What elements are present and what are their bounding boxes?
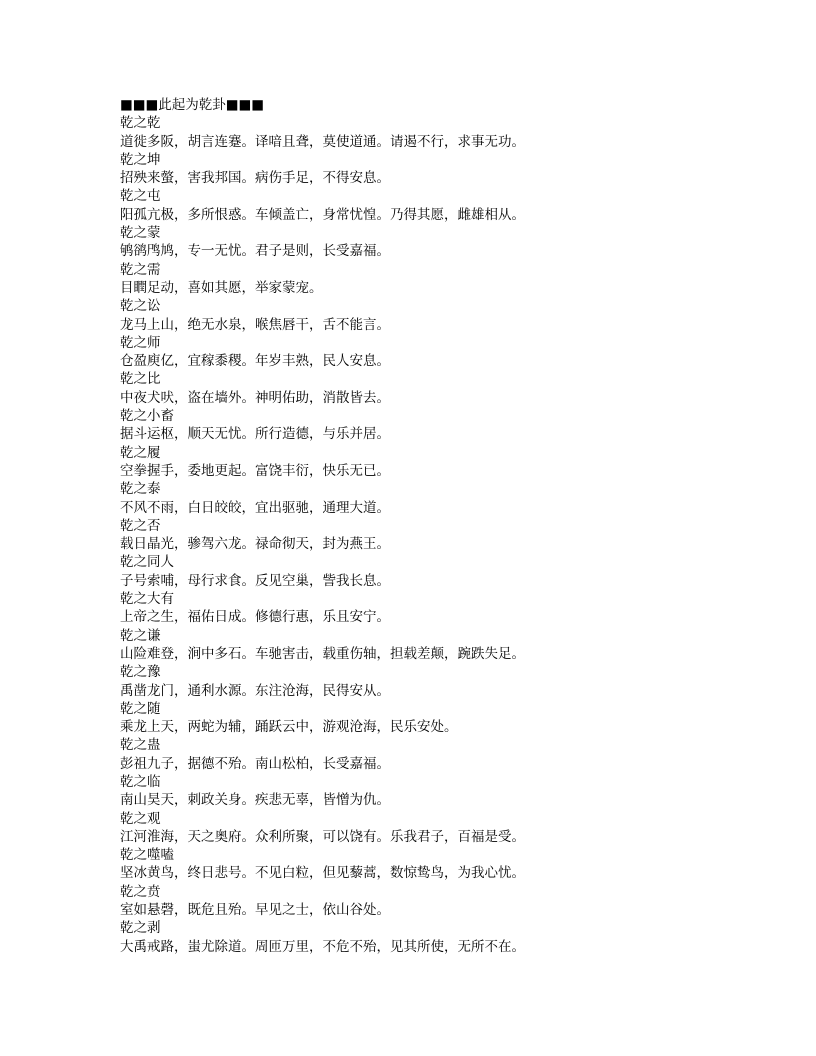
entry-text: 不风不雨，白日皎皎，宜出驱驰，通理大道。 xyxy=(120,499,390,516)
entry-title: 乾之履 xyxy=(120,444,161,461)
entry-title: 乾之观 xyxy=(120,810,161,827)
entry-text: 彭祖九子，据德不殆。南山松柏，长受嘉福。 xyxy=(120,755,390,772)
section-header: ■■■此起为乾卦■■■ xyxy=(120,97,265,113)
entry-text: 龙马上山，绝无水泉，喉焦唇干，舌不能言。 xyxy=(120,316,390,333)
entry-text: 上帝之生，福佑日成。修德行惠，乐且安宁。 xyxy=(120,609,390,626)
entry-title: 乾之贲 xyxy=(120,883,161,900)
entry-title: 乾之蒙 xyxy=(120,225,161,242)
entry-title: 乾之蛊 xyxy=(120,737,161,754)
entry-title: 乾之剥 xyxy=(120,920,161,937)
entry-title: 乾之屯 xyxy=(120,188,161,205)
entry-title: 乾之大有 xyxy=(120,591,174,608)
entry-text: 大禹戒路，蚩尤除道。周匝万里，不危不殆，见其所使，无所不在。 xyxy=(120,938,525,955)
entry-text: 南山昊天，刺政关身。疾悲无辜，皆憎为仇。 xyxy=(120,792,390,809)
entry-title: 乾之同人 xyxy=(120,554,174,571)
entry-title: 乾之否 xyxy=(120,517,161,534)
entry-title: 乾之豫 xyxy=(120,664,161,681)
entry-title: 乾之临 xyxy=(120,773,161,790)
entry-title: 乾之乾 xyxy=(120,115,161,132)
entry-text: 子号索哺，母行求食。反见空巢，訾我长息。 xyxy=(120,572,390,589)
entry-title: 乾之噬嗑 xyxy=(120,847,174,864)
entry-title: 乾之谦 xyxy=(120,627,161,644)
entry-text: 鸲鹆鸤鸠，专一无忧。君子是则，长受嘉福。 xyxy=(120,243,390,260)
entry-title: 乾之师 xyxy=(120,334,161,351)
entry-title: 乾之小畜 xyxy=(120,408,174,425)
entry-text: 江河淮海，天之奥府。众利所聚，可以饶有。乐我君子，百福是受。 xyxy=(120,828,525,845)
entry-text: 道徙多阪，胡言连蹇。译喑且聋，莫使道通。请遏不行，求事无功。 xyxy=(120,133,525,150)
entry-text: 坚冰黄鸟，终日悲号。不见白粒，但见藜蒿，数惊鸷鸟，为我心忧。 xyxy=(120,865,525,882)
entry-text: 仓盈庾亿，宜稼黍稷。年岁丰熟，民人安息。 xyxy=(120,353,390,370)
entry-title: 乾之泰 xyxy=(120,481,161,498)
entry-title: 乾之讼 xyxy=(120,298,161,315)
entry-title: 乾之随 xyxy=(120,700,161,717)
entry-text: 乘龙上天，两蛇为辅，踊跃云中，游观沧海，民乐安处。 xyxy=(120,719,458,736)
entry-title: 乾之比 xyxy=(120,371,161,388)
entry-title: 乾之需 xyxy=(120,261,161,278)
entry-text: 禹凿龙门，通利水源。东注沧海，民得安从。 xyxy=(120,682,390,699)
entry-text: 阳孤亢极，多所恨惑。车倾盖亡，身常忧惶。乃得其愿，雌雄相从。 xyxy=(120,206,525,223)
entry-title: 乾之坤 xyxy=(120,151,161,168)
entry-text: 室如悬磬，既危且殆。早见之士，依山谷处。 xyxy=(120,902,390,919)
entry-text: 据斗运枢，顺天无忧。所行造德，与乐并居。 xyxy=(120,426,390,443)
entry-text: 招殃来螫，害我邦国。病伤手足，不得安息。 xyxy=(120,170,390,187)
entry-text: 空拳握手，委地更起。富饶丰衍，快乐无已。 xyxy=(120,462,390,479)
entry-text: 目瞤足动，喜如其愿，举家蒙宠。 xyxy=(120,279,323,296)
entry-text: 载日晶光，骖驾六龙。禄命彻天，封为燕王。 xyxy=(120,536,390,553)
document-body xyxy=(120,96,720,956)
entry-text: 山险难登，涧中多石。车驰害击，载重伤轴，担载差颠，踠跌失足。 xyxy=(120,645,525,662)
entry-text: 中夜犬吠，盗在墙外。神明佑助，消散皆去。 xyxy=(120,389,390,406)
